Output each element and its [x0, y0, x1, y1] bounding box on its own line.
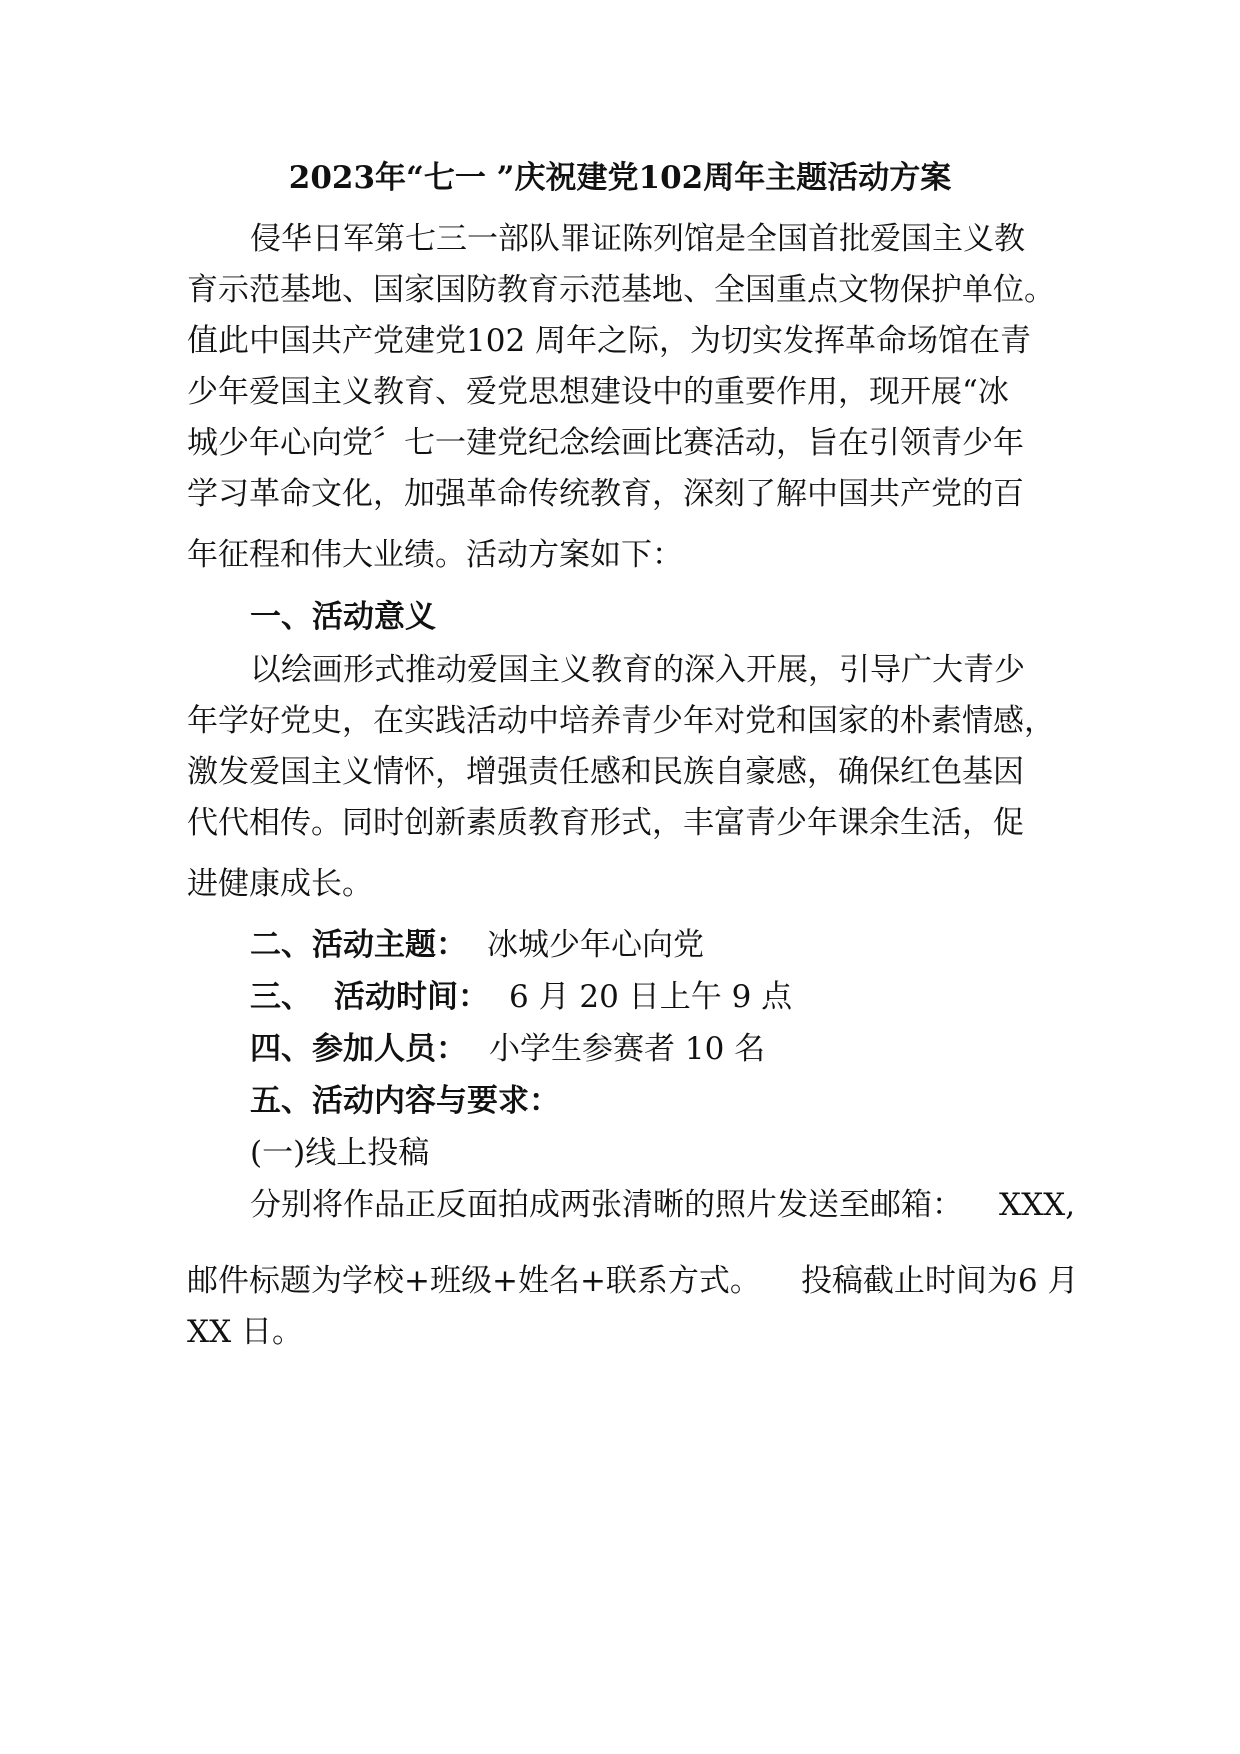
section-5-line — [250, 1185, 1150, 1225]
section-5-subheading: (一)线上投稿 — [250, 1135, 430, 1171]
intro-line: 育示范基地、国家国防教育示范基地、全国重点文物保护单位。 — [187, 272, 1055, 308]
email-address: XXX, — [999, 1187, 1076, 1223]
section-4-value: 小学生参赛者 10 名 — [489, 1031, 766, 1067]
intro-line: 年征程和伟大业绩。活动方案如下： — [187, 537, 683, 573]
section-1-line: 年学好党史，在实践活动中培养青少年对党和国家的朴素情感， — [187, 703, 1055, 739]
section-1-line: 进健康成长。 — [187, 866, 373, 902]
section-2 — [250, 925, 1150, 965]
intro-line: 城少年心向党〞七一建党纪念绘画比赛活动，旨在引领青少年 — [187, 425, 1024, 461]
document-title: 2023年“七一 ”庆祝建党102周年主题活动方案 — [288, 160, 952, 196]
section-3 — [250, 977, 1150, 1017]
section-1-heading: 一、活动意义 — [250, 599, 436, 635]
section-2-value: 冰城少年心向党 — [487, 927, 704, 963]
section-1-line: 代代相传。同时创新素质教育形式，丰富青少年课余生活，促 — [187, 805, 1024, 841]
section-5-line-text: 邮件标题为学校+班级+姓名+联系方式。 — [187, 1263, 761, 1299]
section-5-line: XX 日。 — [187, 1314, 303, 1350]
intro-line: 学习革命文化，加强革命传统教育，深刻了解中国共产党的百 — [187, 476, 1024, 512]
section-5-heading: 五、活动内容与要求： — [250, 1083, 560, 1119]
intro-line: 侵华日军第七三一部队罪证陈列馆是全国首批爱国主义教 — [250, 221, 1025, 257]
deadline-text: 投稿截止时间为6 月 — [800, 1263, 1079, 1299]
section-4-label: 四、参加人员： — [250, 1031, 467, 1067]
section-5-line — [187, 1261, 1087, 1301]
section-3-label: 三、 — [250, 979, 312, 1015]
section-5-line-text: 分别将作品正反面拍成两张清晰的照片发送至邮箱： — [250, 1187, 963, 1223]
section-4 — [250, 1029, 1150, 1069]
section-2-label: 二、活动主题： — [250, 927, 467, 963]
section-3-label-text: 活动时间： — [334, 979, 489, 1015]
section-1-line: 以绘画形式推动爱国主义教育的深入开展，引导广大青少 — [250, 652, 1025, 688]
section-1-line: 激发爱国主义情怀，增强责任感和民族自豪感，确保红色基因 — [187, 754, 1024, 790]
section-3-value: 6 月 20 日上午 9 点 — [509, 979, 793, 1015]
intro-line: 少年爱国主义教育、爱党思想建设中的重要作用，现开展“冰 — [187, 374, 1009, 410]
intro-line: 值此中国共产党建党102 周年之际，为切实发挥革命场馆在青 — [187, 323, 1032, 359]
